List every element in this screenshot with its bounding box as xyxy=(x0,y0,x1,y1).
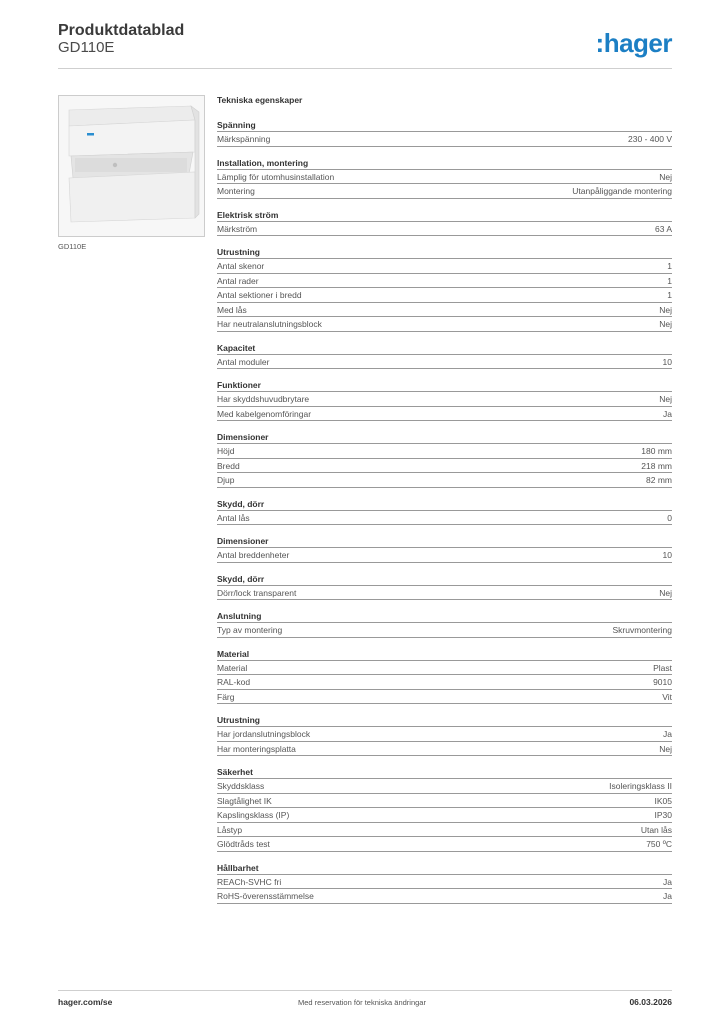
spec-label: Har jordanslutningsblock xyxy=(217,729,311,739)
spec-value: 1 xyxy=(667,275,672,286)
spec-value: Ja xyxy=(663,729,672,739)
spec-group-title: Material xyxy=(217,647,672,661)
spec-group xyxy=(217,534,672,563)
spec-group-title: Installation, montering xyxy=(217,156,672,170)
spec-row xyxy=(217,675,672,690)
spec-group xyxy=(217,647,672,705)
spec-group xyxy=(217,378,672,421)
spec-group-title: Säkerhet xyxy=(217,765,672,779)
spec-label: Låstyp xyxy=(217,824,243,835)
spec-group-title: Funktioner xyxy=(217,378,672,392)
spec-value: Nej xyxy=(659,743,672,754)
spec-group xyxy=(217,156,672,199)
spec-label: Med lås xyxy=(217,304,247,315)
spec-value: Plast xyxy=(653,662,672,673)
spec-row xyxy=(217,407,672,422)
spec-row xyxy=(217,132,672,147)
spec-row xyxy=(217,837,672,852)
spec-label: Djup xyxy=(217,475,235,485)
spec-value: 9010 xyxy=(653,677,672,687)
spec-group xyxy=(217,861,672,904)
spec-label: Lämplig för utomhusinstallation xyxy=(217,171,335,182)
spec-label: Antal skenor xyxy=(217,261,265,271)
spec-label: Kapslingsklass (IP) xyxy=(217,810,290,820)
spec-value: 180 mm xyxy=(641,446,672,456)
spec-label: RoHS-överensstämmelse xyxy=(217,891,314,901)
footer-website[interactable]: hager.com/se xyxy=(58,997,113,1007)
spec-value: Nej xyxy=(659,319,672,329)
spec-row xyxy=(217,392,672,407)
spec-row xyxy=(217,473,672,488)
spec-value: IP30 xyxy=(654,810,672,820)
spec-group xyxy=(217,341,672,370)
spec-label: Typ av montering xyxy=(217,625,283,635)
spec-row xyxy=(217,690,672,705)
spec-label: RAL-kod xyxy=(217,677,251,687)
spec-row xyxy=(217,274,672,289)
spec-group xyxy=(217,609,672,638)
hager-logo: :hager xyxy=(595,28,672,58)
spec-value: Utan lås xyxy=(640,824,672,835)
spec-row xyxy=(217,727,672,742)
spec-group-title: Dimensioner xyxy=(217,534,672,548)
spec-label: Bredd xyxy=(217,460,240,471)
spec-row xyxy=(217,548,672,563)
spec-value: 10 xyxy=(662,356,672,367)
spec-row xyxy=(217,623,672,638)
spec-label: Har neutralanslutningsblock xyxy=(217,319,322,329)
spec-label: Färg xyxy=(217,691,235,702)
spec-label: Antal rader xyxy=(217,275,259,286)
spec-label: Har monteringsplatta xyxy=(217,743,296,754)
spec-label: Märkspänning xyxy=(217,134,271,144)
spec-group xyxy=(217,765,672,852)
product-code: GD110E xyxy=(58,39,115,56)
spec-group-title: Dimensioner xyxy=(217,430,672,444)
spec-group xyxy=(217,572,672,601)
spec-label: Höjd xyxy=(217,446,235,456)
spec-value: IK05 xyxy=(654,795,672,806)
spec-label: Glödtråds test xyxy=(217,839,270,849)
product-photo-caption: GD110E xyxy=(58,242,87,251)
spec-value: 1 xyxy=(667,290,672,300)
spec-row xyxy=(217,586,672,601)
spec-group-title: Spänning xyxy=(217,118,672,132)
spec-row xyxy=(217,184,672,199)
spec-label: Antal lås xyxy=(217,512,250,523)
spec-row xyxy=(217,875,672,890)
spec-group-title: Kapacitet xyxy=(217,341,672,355)
spec-row xyxy=(217,661,672,676)
spec-row xyxy=(217,779,672,794)
footer-disclaimer: Med reservation för tekniska ändringar xyxy=(298,998,426,1007)
spec-label: Antal sektioner i bredd xyxy=(217,290,302,300)
spec-group-title: Elektrisk ström xyxy=(217,208,672,222)
spec-value: Ja xyxy=(663,891,672,901)
spec-value: Ja xyxy=(663,408,672,419)
specs-heading: Tekniska egenskaper xyxy=(217,95,303,105)
spec-value: 63 A xyxy=(654,223,672,234)
spec-group-title: Skydd, dörr xyxy=(217,572,672,586)
spec-label: Slagtålighet IK xyxy=(217,795,272,806)
spec-row xyxy=(217,889,672,904)
header-divider xyxy=(58,68,672,69)
spec-row xyxy=(217,511,672,526)
spec-value: Nej xyxy=(659,587,672,598)
spec-row xyxy=(217,288,672,303)
spec-label: Montering xyxy=(217,186,255,196)
spec-value: Skruvmontering xyxy=(612,625,672,635)
spec-group-title: Utrustning xyxy=(217,713,672,727)
spec-group-title: Anslutning xyxy=(217,609,672,623)
technical-specifications xyxy=(217,95,672,913)
spec-value: 10 xyxy=(662,550,672,560)
spec-value: 82 mm xyxy=(646,475,672,485)
product-photo xyxy=(58,95,205,237)
spec-value: 0 xyxy=(667,512,672,523)
spec-row xyxy=(217,355,672,370)
spec-label: Antal breddenheter xyxy=(217,550,290,560)
spec-value: Nej xyxy=(659,394,672,404)
spec-label: Skyddsklass xyxy=(217,781,265,791)
spec-group-title: Utrustning xyxy=(217,245,672,259)
footer-divider xyxy=(58,990,672,991)
spec-value: 1 xyxy=(667,261,672,271)
spec-group xyxy=(217,713,672,756)
spec-row xyxy=(217,259,672,274)
spec-row xyxy=(217,794,672,809)
spec-group xyxy=(217,430,672,488)
spec-row xyxy=(217,742,672,757)
spec-value: Vit xyxy=(662,691,672,702)
spec-row xyxy=(217,808,672,823)
document-title: Produktdatablad xyxy=(58,22,185,39)
spec-group xyxy=(217,245,672,332)
spec-value: 750 ºC xyxy=(646,839,672,849)
spec-row xyxy=(217,222,672,237)
spec-row xyxy=(217,459,672,474)
spec-row xyxy=(217,303,672,318)
spec-group xyxy=(217,497,672,526)
spec-label: Har skyddshuvudbrytare xyxy=(217,394,310,404)
spec-value: 218 mm xyxy=(641,460,672,471)
spec-value: Nej xyxy=(659,171,672,182)
distribution-box-illustration xyxy=(59,96,204,236)
spec-label: Antal moduler xyxy=(217,356,270,367)
spec-value: Ja xyxy=(663,876,672,887)
spec-value: Isoleringsklass II xyxy=(609,781,672,791)
spec-row xyxy=(217,170,672,185)
spec-value: Nej xyxy=(659,304,672,315)
spec-row xyxy=(217,444,672,459)
spec-row xyxy=(217,823,672,838)
spec-label: Med kabelgenomföringar xyxy=(217,408,312,419)
spec-group xyxy=(217,208,672,237)
spec-row xyxy=(217,317,672,332)
spec-label: Material xyxy=(217,662,248,673)
spec-label: REACh-SVHC fri xyxy=(217,876,282,887)
spec-value: 230 - 400 V xyxy=(628,134,672,144)
footer-date: 06.03.2026 xyxy=(629,997,672,1007)
spec-group-title: Hållbarhet xyxy=(217,861,672,875)
spec-label: Märkström xyxy=(217,223,258,234)
spec-value: Utanpåliggande montering xyxy=(572,186,672,196)
spec-group xyxy=(217,118,672,147)
spec-group-title: Skydd, dörr xyxy=(217,497,672,511)
spec-label: Dörr/lock transparent xyxy=(217,587,297,598)
